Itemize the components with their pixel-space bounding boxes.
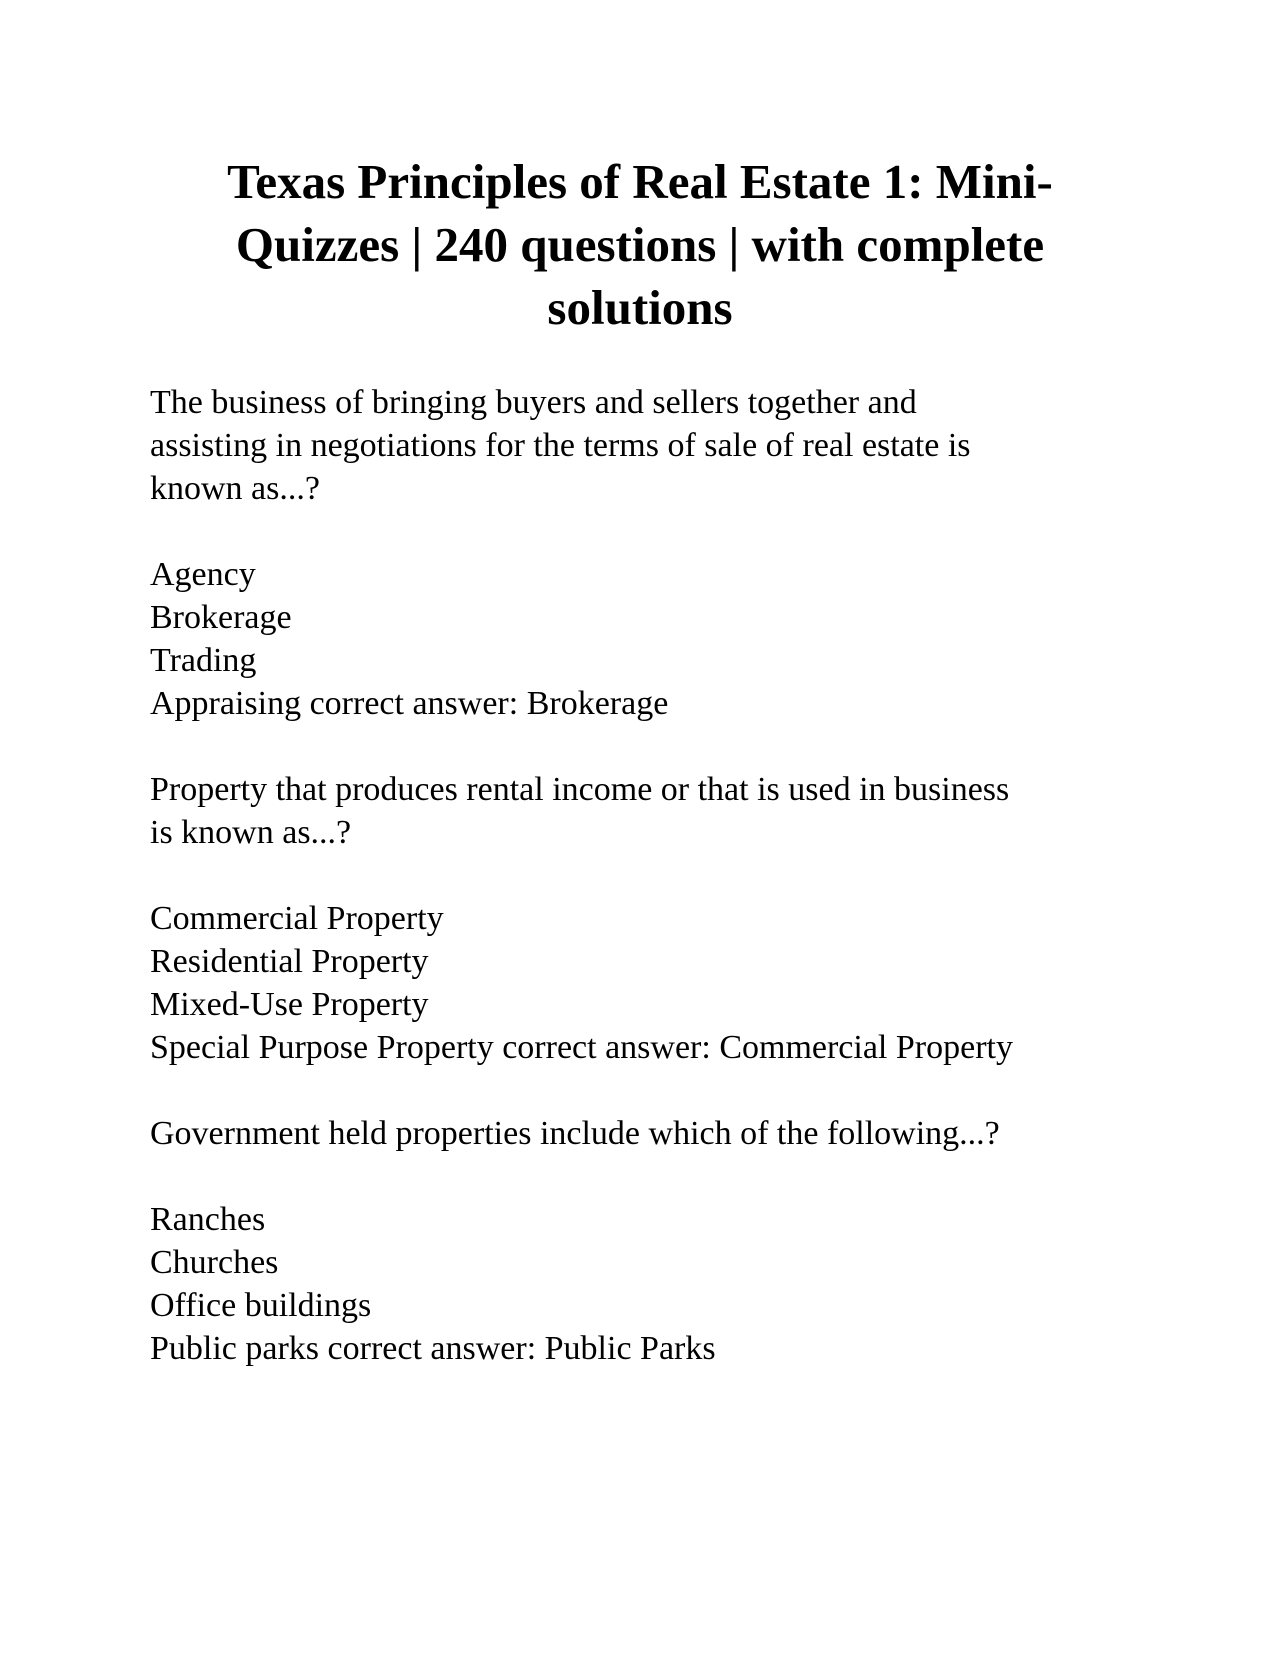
answer-option-with-correct-answer: Public parks correct answer: Public Parks xyxy=(150,1330,716,1367)
answer-option: Residential Property xyxy=(150,943,429,980)
blank-line xyxy=(150,725,1150,768)
blank-line xyxy=(150,1069,1150,1112)
question-block xyxy=(150,768,1150,1069)
question-block xyxy=(150,1112,1150,1370)
answer-option: Commercial Property xyxy=(150,900,444,937)
document-title xyxy=(150,150,1130,339)
question-text: is known as...? xyxy=(150,814,352,851)
quiz-body xyxy=(150,381,1150,1370)
blank-line xyxy=(150,854,1150,897)
answer-option: Churches xyxy=(150,1244,279,1281)
question-text: Property that produces rental income or that is used in business xyxy=(150,771,1010,808)
answer-option-with-correct-answer: Appraising correct answer: Brokerage xyxy=(150,685,669,722)
answer-option: Trading xyxy=(150,642,257,679)
answer-option: Ranches xyxy=(150,1201,266,1238)
blank-line xyxy=(150,1155,1150,1198)
answer-option: Office buildings xyxy=(150,1287,372,1324)
answer-option-with-correct-answer: Special Purpose Property correct answer: Commercial Property xyxy=(150,1029,1013,1066)
question-text: The business of bringing buyers and sellers together and xyxy=(150,384,917,421)
title-line: solutions xyxy=(547,280,733,335)
question-text: Government held properties include which of the following...? xyxy=(150,1115,1000,1152)
blank-line xyxy=(150,510,1150,553)
answer-option: Mixed-Use Property xyxy=(150,986,429,1023)
question-text: known as...? xyxy=(150,470,320,507)
answer-option: Brokerage xyxy=(150,599,292,636)
title-line: Quizzes | 240 questions | with complete xyxy=(235,217,1045,272)
question-text: assisting in negotiations for the terms of sale of real estate is xyxy=(150,427,971,464)
question-block xyxy=(150,381,1150,725)
answer-option: Agency xyxy=(150,556,256,593)
title-line: Texas Principles of Real Estate 1: Mini- xyxy=(227,154,1053,209)
